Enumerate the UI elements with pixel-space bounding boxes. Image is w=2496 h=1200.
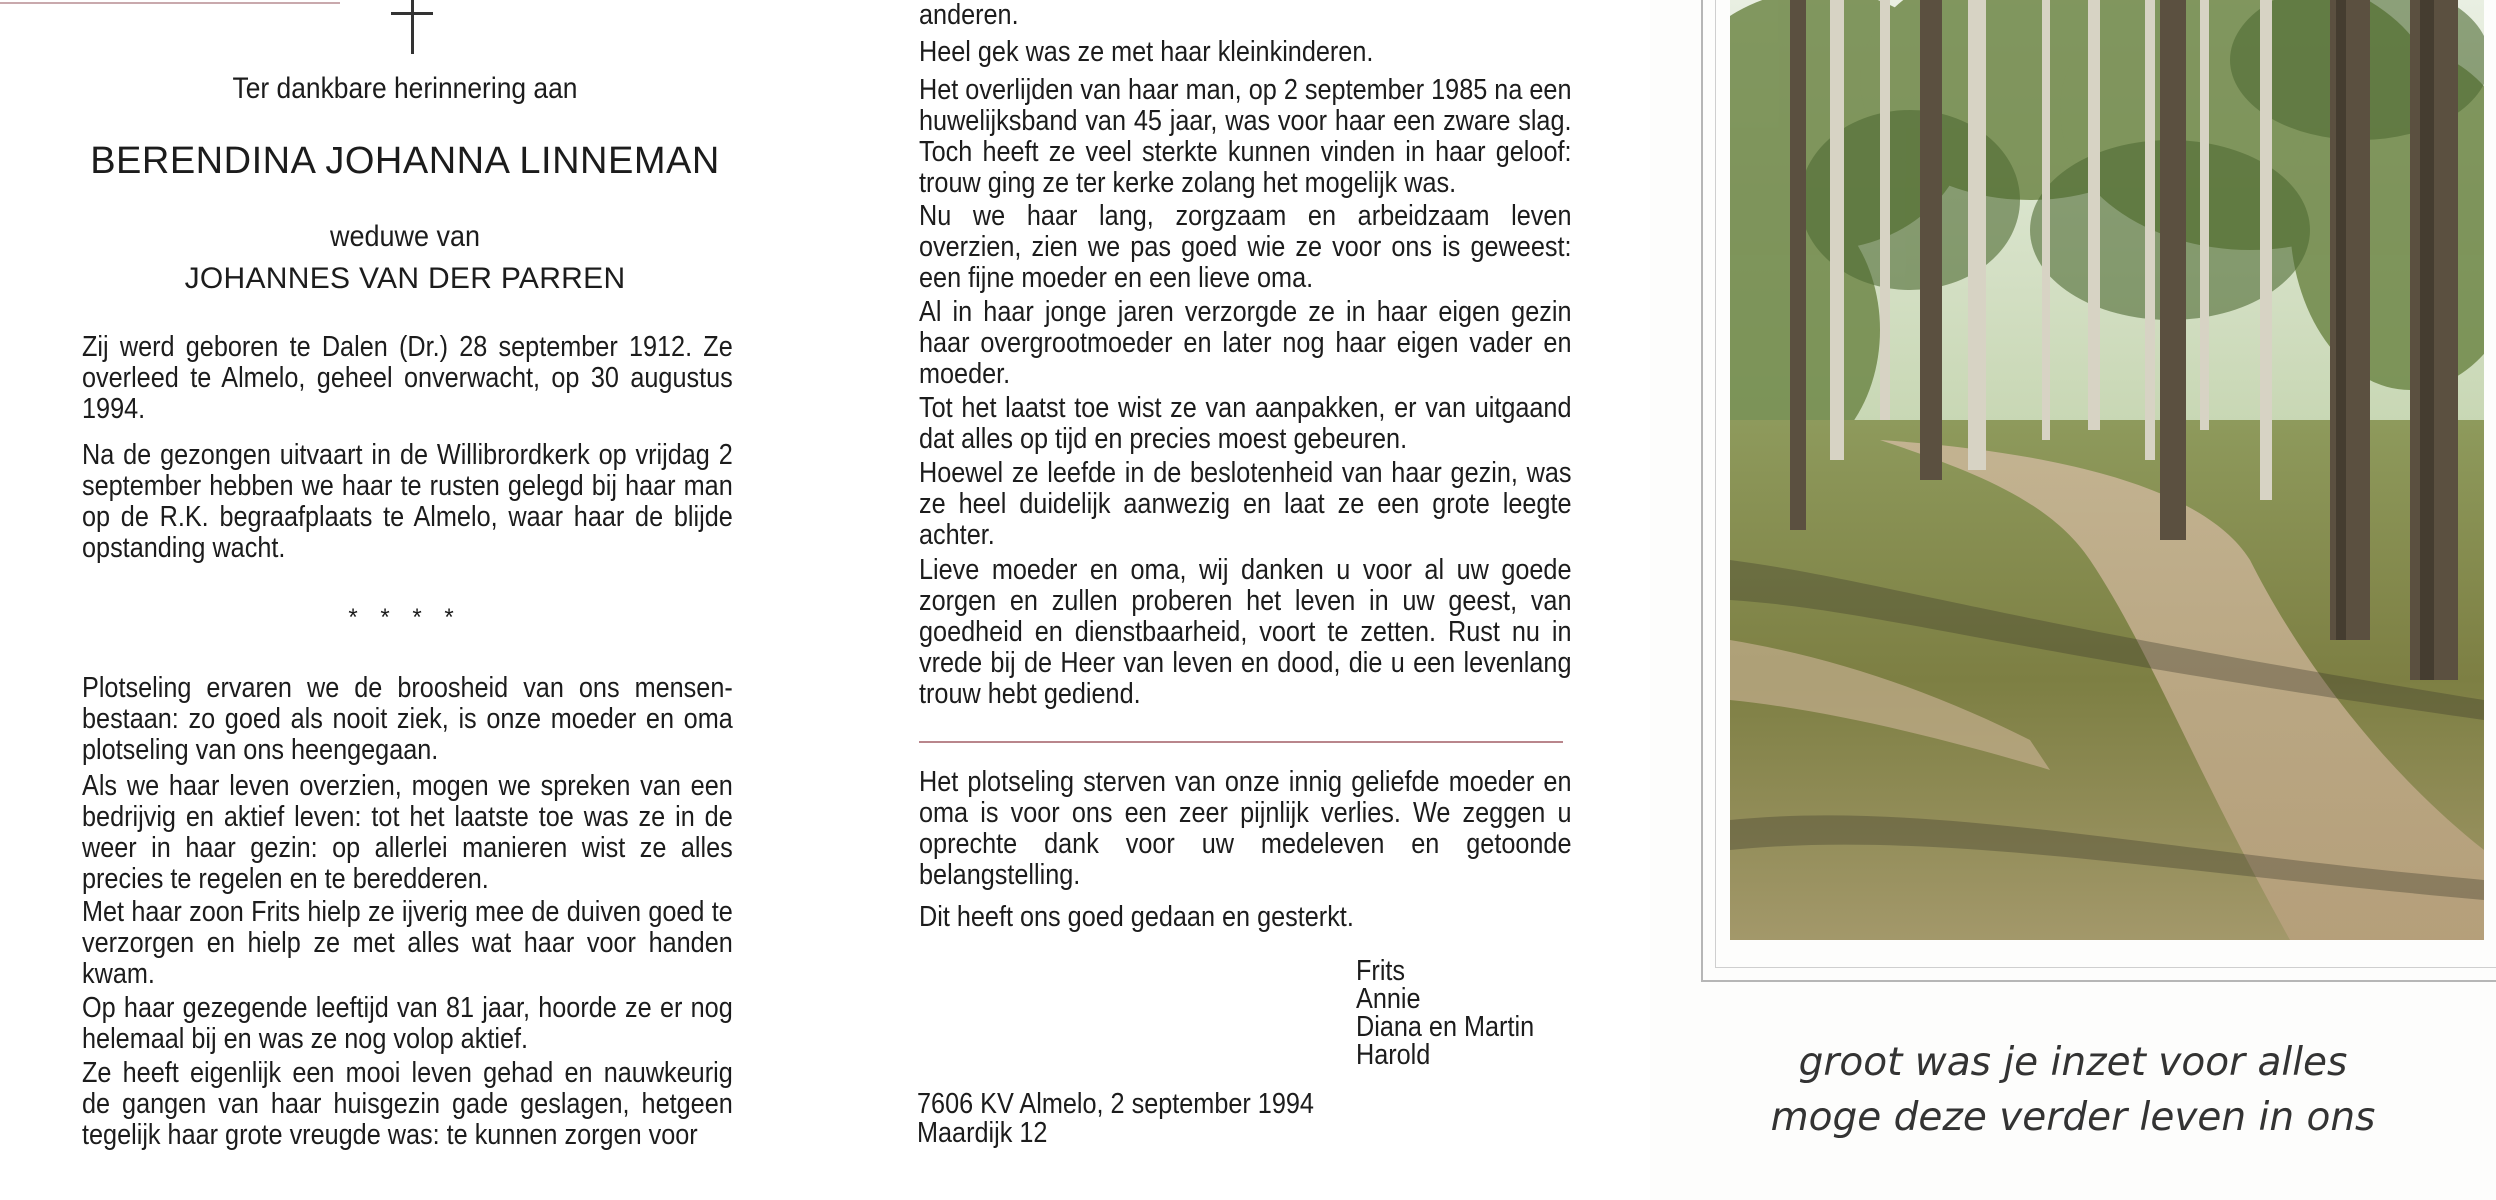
forest-path-photo	[1730, 0, 2484, 940]
address-block	[917, 1090, 1314, 1148]
card-panel-right	[1650, 0, 2496, 1200]
paragraph-husband-death: Het overlijden van haar man, op 2 september 1985 na een huwelijksband van 45 jaar, was voor haar een zware slag. Toch heeft ze veel sterkte kunnen vinden in haar geloof: trouw ging ze ter kerke zolang het mogelijk was.	[919, 74, 1572, 199]
paragraph-birth-death: Zij werd geboren te Dalen (Dr.) 28 september 1912. Ze overleed te Almelo, geheel onverwacht, op 30 augustus 1994.	[82, 331, 733, 425]
paragraph-life-4: Op haar gezegende leeftijd van 81 jaar, hoorde ze er nog helemaal bij en was ze nog volop aktief.	[82, 992, 733, 1055]
paragraph-diligence: Tot het laatst toe wist ze van aanpakken, er van uitgaand dat alles op tijd en precies moest gebeuren.	[919, 392, 1572, 455]
card-panel-left	[0, 0, 800, 1200]
card-panel-middle	[880, 0, 1620, 1200]
paragraph-mother: Nu we haar lang, zorgzaam en arbeidzaam leven overzien, zien we pas goed wie ze voor ons is geweest: een fijne moeder en een lieve oma.	[919, 200, 1572, 294]
paragraph-presence: Hoewel ze leefde in de beslotenheid van haar gezin, was ze heel duidelijk aanwezig en laat ze een grote leegte achter.	[919, 457, 1572, 551]
paragraph-life-5: Ze heeft eigenlijk een mooi leven gehad en nauwkeurig de gangen van haar huisgezin gade geslagen, hetgeen tegelijk haar grote vreugde was: te kunnen zorgen voor	[82, 1057, 733, 1151]
paragraph-grandchildren: Heel gek was ze met haar kleinkinderen.	[919, 36, 1374, 68]
top-rule	[0, 2, 340, 4]
widow-label: weduwe van	[329, 220, 481, 253]
address-line: 7606 KV Almelo, 2 september 1994	[917, 1088, 1314, 1120]
address-line: Maardijk 12	[917, 1117, 1048, 1149]
family-name: Frits	[1356, 955, 1406, 987]
family-name: Harold	[1356, 1039, 1431, 1071]
paragraph-life-1: Plotseling ervaren we de broosheid van ons mensen-bestaan: zo goed als nooit ziek, is onze moeder en oma plotseling van ons heengegaan.	[82, 672, 733, 766]
family-name: Diana en Martin	[1356, 1011, 1535, 1043]
verse-line-1: groot was je inzet voor alles	[1798, 1040, 2348, 1085]
separator-stars: * * * *	[348, 604, 462, 631]
paragraph-thanks-closing: Dit heeft ons goed gedaan en gesterkt.	[919, 901, 1354, 933]
deceased-name: BERENDINA JOHANNA LINNEMAN	[90, 140, 720, 182]
cross-icon	[385, 0, 439, 56]
husband-name: JOHANNES VAN DER PARREN	[184, 262, 626, 295]
paragraph-care: Al in haar jonge jaren verzorgde ze in haar eigen gezin haar overgrootmoeder en later nog haar eigen vader en moeder.	[919, 296, 1572, 390]
paragraph-thanks: Het plotseling sterven van onze innig geliefde moeder en oma is voor ons een zeer pijnlijk verlies. We zeggen u oprechte dank voor uw medeleven en getoonde belangstelling.	[919, 766, 1572, 891]
paragraph-life-2: Als we haar leven overzien, mogen we spreken van een bedrijvig en aktief leven: tot het laatste toe was ze in de weer in haar gezin: op allerlei manieren wist ze alles precies te regelen en te beredderen.	[82, 770, 733, 895]
paragraph-continued: anderen.	[919, 0, 1019, 31]
intro-text: Ter dankbare herinnering aan	[232, 72, 578, 105]
verse-line-2: moge deze verder leven in ons	[1770, 1095, 2376, 1140]
paragraph-life-3: Met haar zoon Frits hielp ze ijverig mee de duiven goed te verzorgen en hielp ze met alles wat haar voor handen kwam.	[82, 896, 733, 990]
divider	[919, 741, 1563, 743]
paragraph-funeral: Na de gezongen uitvaart in de Willibrordkerk op vrijdag 2 september hebben we haar te rusten gelegd bij haar man op de R.K. begraafplaats te Almelo, waar haar de blijde opstanding wacht.	[82, 439, 733, 564]
family-names	[1356, 957, 1534, 1069]
paragraph-farewell: Lieve moeder en oma, wij danken u voor al uw goede zorgen en zullen proberen het leven in uw geest, van goedheid en dienstbaarheid, voort te zetten. Rust nu in vrede bij de Heer van leven en dood, die u een levenlang trouw hebt gediend.	[919, 554, 1572, 710]
family-name: Annie	[1356, 983, 1421, 1015]
